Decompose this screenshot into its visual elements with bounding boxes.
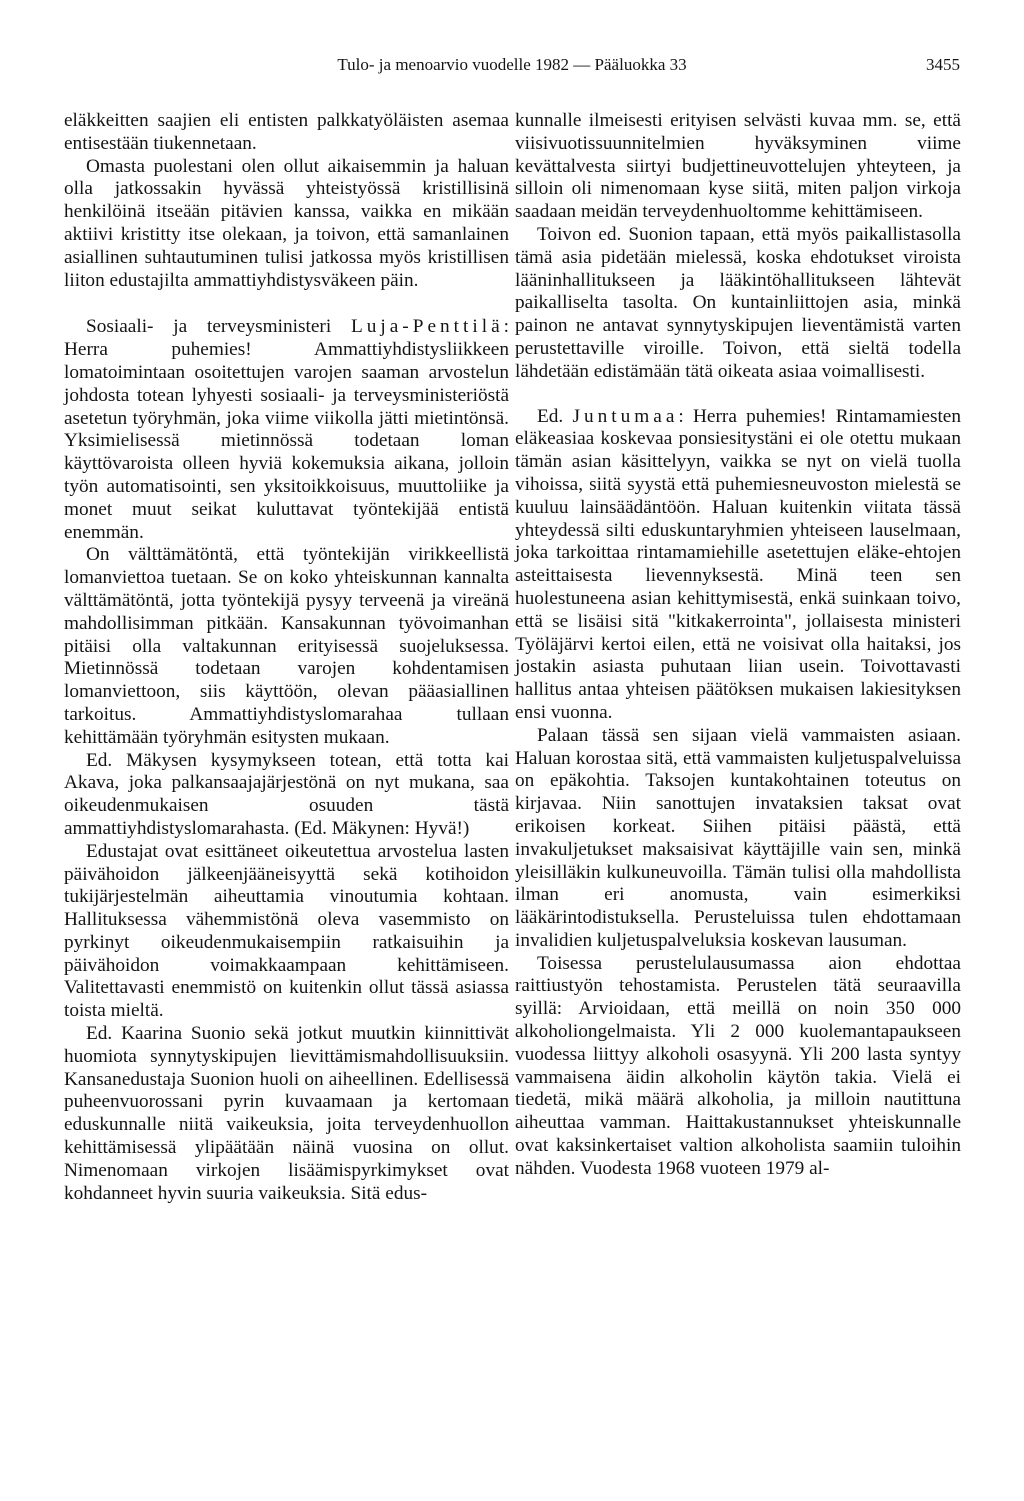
speech-paragraph — [515, 406, 961, 725]
speech-text: : Herra puhemies! Rintamamiesten eläkeasiaa koskevaa ponsiesitystäni ei ole otettu mukaan tämän asian käsittelyyn, vaikka se nyt on vielä tuolla vihoissa, siitä syystä että puhemiesneuvoston mielestä se kuuluu lainsäädäntöön. Haluan kuitenkin viitata tässä yhteydessä silti eduskuntaryhmien yhteiseen lauselmaan, joka tarkoittaa rintamamiehille asetettujen eläke-ehtojen asteittaisesta lievennyksestä. Minä teen sen huolestuneena asian kehittymisestä, enkä suinkaan toivo, että se lisäisi sitä "kitkakerrointa", jollaisesta ministeri Työläjärvi kertoi eilen, että ne voisivat olla haitaksi, jos jostakin asiasta puhutaan liian usein. Toivottavasti hallitus antaa yhteisen päätöksen mukaisen lakiesityksen ensi vuonna. — [515, 405, 961, 723]
speaker-title: Ed. — [537, 405, 573, 427]
paragraph: Toisessa perustelulausumassa aion ehdottaa raittiustyön tehostamista. Perustelen tätä seuraavilla syillä: Arvioidaan, että meillä on noin 350 000 alkoholiongelmaista. Yli 2 000 kuolemantapaukseen vuodessa liittyy alkoholi osasyynä. Yli 200 lasta syntyy vammaisena äidin alkoholin käytön takia. Vielä ei tiedetä, mikä määrä alkoholia, ja milloin nautittuna aiheuttaa vamman. Haittakustannukset yhteiskunnalle ovat kaksinkertaiset valtion alkoholista saamiin tuloihin nähden. Vuodesta 1968 vuoteen 1979 al- — [515, 952, 961, 1179]
page-header — [64, 52, 960, 78]
paragraph: Edustajat ovat esittäneet oikeutettua arvostelua lasten päivähoidon jälkeenjääneisyyttä sekä kotihoidon tukijärjestelmän aiheuttamia vinoutumia kohtaan. Hallituksessa vähemmistönä oleva vasemmisto on pyrkinyt oikeudenmukaisempiin ratkaisuihin ja päivähoidon voimakkaampaan kehittämiseen. Valitettavasti enemmistö on kuitenkin ollut tässä asiassa toista mieltä. — [64, 840, 509, 1022]
paragraph: Ed. Mäkysen kysymykseen totean, että totta kai Akava, joka palkansaajajärjestönä on nyt mukana, saa oikeudenmukaisen osuuden tästä ammattiyhdistyslomarahasta. (Ed. Mäkynen: Hyvä!) — [64, 749, 509, 839]
paragraph: Ed. Kaarina Suonio sekä jotkut muutkin kiinnittivät huomiota synnytyskipujen lievittämismahdollisuuksiin. Kansanedustaja Suonion huoli on aiheellinen. Edellisessä puheenvuorossani pyrin kuvaamaan ja kertomaan eduskunnalle niitä vaikeuksia, joita terveydenhuollon kehittämisessä ylipäätään näinä vuosina on ollut. Nimenomaan virkojen lisäämispyrkimykset ovat kohdanneet hyvin suuria vaikeuksia. Sitä edus- — [64, 1023, 509, 1204]
right-column — [515, 110, 961, 1181]
page-number: 3455 — [926, 55, 960, 74]
paragraph: eläkkeitten saajien eli entisten palkkatyöläisten asemaa entisestään tiukennetaan. — [64, 110, 509, 154]
paragraph: Omasta puolestani olen ollut aikaisemmin ja haluan olla jatkossakin hyvässä yhteistyössä kristillisinä henkilöinä itseään pitävien kanssa, vaikka en mikään aktiivi kristitty itse olekaan, ja toivon, että samanlainen asiallinen suhtautuminen tulisi jatkossa myös kristillisen liiton edustajilta ammattiyhdistysväkeen päin. — [64, 155, 509, 291]
speaker-name: Luja-Penttilä — [350, 316, 504, 338]
paragraph: Toivon ed. Suonion tapaan, että myös paikallistasolla tämä asia pidetään mielessä, koska ehdotukset viroista lääninhallitukseen ja lääkintöhallitukseen lähtevät paikalliselta tasolta. On kuntainliittojen asia, minkä painon ne antavat synnytyskipujen lieventämistä varten perustettaville viroille. Toivon, että sieltä todella lähdetään edistämään tätä oikeata asiaa voimallisesti. — [515, 223, 961, 382]
speech-paragraph — [64, 316, 509, 544]
paragraph: kunnalle ilmeisesti erityisen selvästi kuvaa mm. se, että viisivuotissuunnitelmien hyväksyminen viime kevättalvesta siirtyi budjettineuvottelujen yhteyteen, ja silloin oli nimenomaan kyse siitä, miten paljon virkoja saadaan meidän terveydenhuoltomme kehittämiseen. — [515, 110, 961, 223]
speaker-name: Juntumaa — [572, 405, 679, 427]
speech-text: : Herra puhemies! Ammattiyhdistysliikkeen lomatoimintaan osoitettujen varojen saaman arvostelun johdosta totean lyhyesti sosiaali- ja terveysministeriöstä asetetun työryhmän, joka viime viikolla jätti mietintönsä. Yksimielisessä mietinnössä todetaan loman käyttövaroista olleen hyviä kokemuksia aikana, jolloin työn automatisointi, sen yksitoikkoisuus, muuttoliike ja monet muut seikat kuluttavat työntekijää entistä enemmän. — [64, 316, 509, 543]
speaker-title: Sosiaali- ja terveysministeri — [86, 316, 351, 338]
paragraph: On välttämätöntä, että työntekijän virikkeellistä lomanviettoa tuetaan. Se on koko yhteiskunnan kannalta välttämätöntä, jotta työntekijä pysyy terveenä ja vireänä mahdollisimman pitkään. Kansakunnan työvoimanhan pitäisi olla valtakunnan erityisessä suojeluksessa. Mietinnössä todetaan varojen kohdentamisen lomanviettoon, siis käyttöön, olevan pääasiallinen tarkoitus. Ammattiyhdistyslomarahaa tullaan kehittämään työryhmän esitysten mukaan. — [64, 544, 509, 748]
paragraph: Palaan tässä sen sijaan vielä vammaisten asiaan. Haluan korostaa sitä, että vammaisten kuljetuspalveluissa on epäkohtia. Taksojen kuntakohtainen toteutus on kirjavaa. Niin sanottujen invataksien taksat ovat erikoisen korkeat. Siihen pitäisi päästä, että invakuljetukset maksaisivat käyttäjille vain sen, minkä yleisilläkin kulkuneuvoilla. Tämän tulisi olla mahdollista ilman eri anomusta, vain esimerkiksi lääkärintodistuksella. Perusteluissa tulen ehdottamaan invalidien kuljetuspalveluksia koskevan lausuman. — [515, 724, 961, 951]
running-title: Tulo- ja menoarvio vuodelle 1982 — Pääluokka 33 — [337, 55, 687, 74]
left-column — [64, 110, 509, 1205]
